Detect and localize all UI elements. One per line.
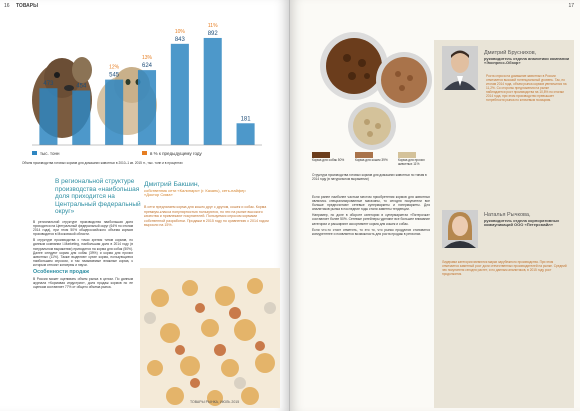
paragraph: В России может оценивать объем рынка в целом. По данным журнала «Кормовая индустрия», доля продаж кормов по ее оценкам составляет 77% от общего объема рынка.: [33, 277, 133, 290]
expert-sidebar: [434, 40, 574, 408]
section-heading: Особенности продаж: [33, 269, 90, 276]
expert-2-role: руководитель отдела корпоративных коммуникаций ООО «Петерсмайл»: [484, 217, 560, 228]
bar-value-label: 892: [207, 30, 218, 37]
bar-value-label: 181: [240, 116, 251, 123]
footer: ТОВАРЫ РЫНКА, ИЮЛЬ 2015: [190, 400, 240, 404]
expert-1-name: Дмитрий Бруснихов,: [484, 50, 537, 56]
type-legend-label: Корма для кошек 39%: [355, 158, 388, 162]
expert-photo-2: [442, 210, 478, 248]
expert-2-text: Лидерами категории являются марки зарубежного производства. При этом отмечается заметный рост доли отечественных производителей на рынке. Средний чек покупателя сегодня растет, и по данным аналитиков, в 2015 году рост продолжится.: [442, 260, 567, 276]
bar-value-label: 843: [174, 36, 185, 43]
bar-value-label: 545: [109, 72, 120, 79]
bar: [171, 44, 189, 145]
left-page: [0, 0, 289, 411]
bar: [105, 80, 123, 145]
subheading: В региональной структуре производства «наибольшая доля приходится на Центральный федеральный округ»: [55, 178, 141, 215]
production-bar-chart: [22, 20, 267, 160]
paragraph: В структуре производства с точки зрения типов кормов, по данным компании I-Marketing, наибольшая доля в 2014 году (в натуральном выражении) приходится на корма для собак (50%). Далее следуют корма для собак (39%) и корма для прочих животных (11%). Также выделяют сухие корма, пользующиеся наибольшим спросом, и так называемые влажные корма, к которым относят консервы и паучи.: [33, 238, 133, 267]
expert-2-name: Наталья Рычкова,: [484, 212, 531, 218]
chart-caption: Объем производства готовых кормов для домашних животных в 2010–1 кв. 2015 гг., тыс. тонн и в процентах: [22, 161, 183, 165]
bar-value-label: 624: [141, 63, 153, 70]
pet-treats-photo: [140, 268, 280, 408]
quote-role: собственник сети «Калинаря» (г. Казань), сеть-пайфер «Доктор Сима»: [144, 187, 246, 198]
type-legend-item: [312, 152, 352, 163]
growth-label: 12%: [109, 64, 120, 71]
paragraph: Если что-то стоит отметить, то это то, что рынок продуктов становится конкурентнее и появляется возможность для роста продаж в регионах.: [312, 227, 430, 236]
legend-label: в % к предыдущему году: [150, 151, 202, 156]
quote-author: [144, 181, 254, 198]
type-legend: [312, 152, 442, 168]
quote-text: В сети предлагаем корма для кошек друг с другом, кошек и собак. Корма премиум-класса популярностью пользуются, но эти на рынке высокого качества и привлекают покупателей. Пользуемся спросом кормами собственной разработки. Продажи в 2015 году по сравнению с 2014 годом выросли на 15%.: [144, 205, 269, 228]
paragraph: Если ранее наиболее частым местом приобретения кормов для животных являлись специализированные магазины, то сегодня покупатели все больше предпочитают сетевые супермаркеты и гипермаркеты. Для аналитиков рынка в последние годы стали заметны тенденции.: [312, 195, 430, 212]
bar: [237, 123, 255, 145]
type-caption: Структура производства готовых кормов для домашних животных по типам в 2014 году (в натуральном выражении): [312, 173, 427, 181]
page-number-left: 16: [4, 3, 10, 9]
type-legend-label: Корма для собак 50%: [312, 158, 345, 162]
bar: [204, 38, 222, 145]
growth-label: 13%: [141, 55, 153, 62]
paragraph: Например, по доле в обороте категории в супермаркетах «Пятерочка» составляет более 50%. Сетевые ритейлеры уделяют все большее внимание категории и расширяют ассортимент корма для кошек и собак.: [312, 213, 430, 226]
type-legend-item: [355, 152, 395, 163]
expert-2-heading: [484, 212, 570, 228]
expert-1-role: руководитель отдела аналитики компании «Экспресс-Обзор»: [484, 55, 570, 66]
growth-label: 11%: [207, 22, 218, 29]
expert-1-heading: [484, 50, 570, 66]
legend-swatch: [32, 151, 37, 155]
bar-value-label: 473: [43, 81, 54, 88]
quote-name: Дмитрий Бакшин,: [144, 181, 200, 188]
type-legend-label: Корма для прочих животных 11%: [398, 158, 425, 166]
bar: [72, 91, 90, 145]
paragraph: В региональной структуре производства наибольшая доля приходится на Центральный федеральный округ (64% по итогам 2014 года), при этом 50% общероссийского объема кормов производится в Московской области.: [33, 220, 133, 237]
expert-1-text: Роста спроса на домашние животных в России отмечается высокий потенциальный уровень. Так, по итогам 2014 года, объем рынка кормов увеличился на 11,2%. Со стороны предложения на рынке наблюдается рост производства на 10,8% по итогам 2014 года, при этом производство превышает потребности рынка по ключевым позициям.: [486, 74, 567, 102]
expert-photo-1: [442, 46, 478, 90]
legend-swatch: [142, 151, 147, 155]
section-title: ТОВАРЫ: [16, 3, 39, 9]
bar: [39, 88, 57, 145]
growth-label: 10%: [174, 28, 185, 35]
food-bowls-photo: [312, 18, 437, 153]
bar-value-label: 454: [76, 83, 87, 90]
page-number-right: 17: [568, 3, 574, 9]
type-legend-item: [398, 152, 438, 167]
right-column: [312, 195, 430, 238]
bar: [138, 70, 156, 145]
left-column: [33, 220, 133, 291]
legend-label: тыс. тонн: [40, 151, 60, 156]
